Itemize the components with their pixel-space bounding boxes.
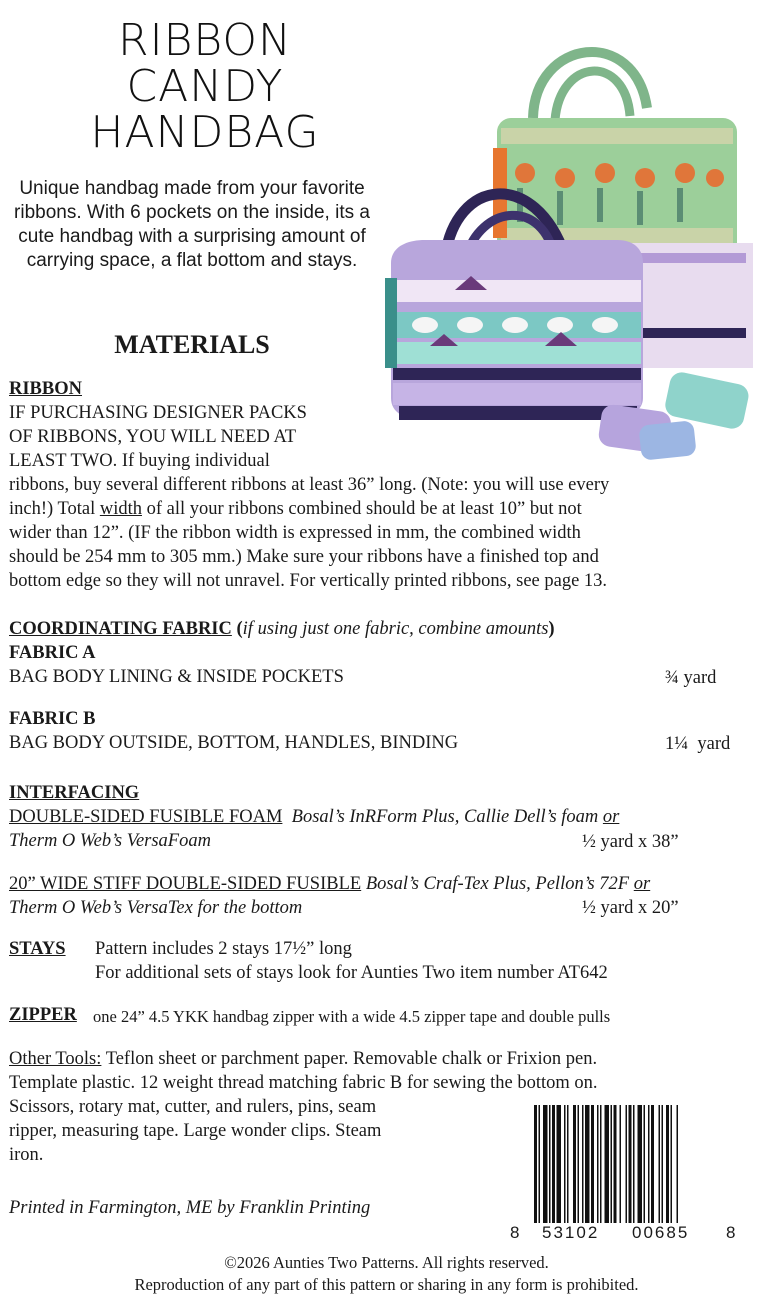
barcode-bar [629,1105,632,1223]
barcode-bar [543,1105,548,1223]
barcode-bar [578,1105,580,1223]
ribbon-line-8: bottom edge so they will not unravel. For vertically printed ribbons, see page 13. [9,571,608,591]
barcode-bar [662,1105,664,1223]
barcode-bar [582,1105,584,1223]
stiff-or: or [633,874,651,894]
barcode-bar [597,1105,599,1223]
stiff-amount: ½ yard x 20” [582,898,679,918]
coordinating-heading: COORDINATING FABRIC [9,619,232,639]
barcode-bar [626,1105,628,1223]
ribbon-heading: RIBBON [9,379,82,399]
other-tools-line-2: Template plastic. 12 weight thread matching fabric B for sewing the bottom on. [9,1073,598,1093]
barcode-bar [552,1105,555,1223]
ribbon-line-6: wider than 12”. (IF the ribbon width is expressed in mm, the combined width [9,523,581,543]
other-tools-line-5: iron. [9,1145,44,1165]
barcode-bar [633,1105,635,1223]
fabric-a-item: BAG BODY LINING & INSIDE POCKETS [9,667,344,687]
fabric-b-item: BAG BODY OUTSIDE, BOTTOM, HANDLES, BINDING [9,733,459,753]
barcode-bar [605,1105,610,1223]
stays-line-2: For additional sets of stays look for Aunties Two item number AT642 [95,963,608,983]
ribbon-line-5 [9,497,749,521]
ribbon-line-3: LEAST TWO. If buying individual [9,451,270,471]
printed-credit: Printed in Farmington, ME by Franklin Printing [9,1198,371,1218]
barcode [510,1105,750,1250]
barcode-bar [567,1105,569,1223]
other-tools-line-1: Teflon sheet or parchment paper. Removable chalk or Frixion pen. [101,1049,598,1069]
zipper-text: one 24” 4.5 YKK handbag zipper with a wide 4.5 zipper tape and double pulls [93,1007,611,1026]
barcode-bar [557,1105,562,1223]
stiff-name: 20” WIDE STIFF DOUBLE-SIDED FUSIBLE [9,874,362,894]
foam-name: DOUBLE-SIDED FUSIBLE FOAM [9,807,283,827]
barcode-bar [620,1105,622,1223]
stiff-brands-1: Bosal’s Craf-Tex Plus, Pellon’s 72F [365,874,634,894]
back-handbag-image [493,52,737,258]
barcode-bar [591,1105,594,1223]
reproduction-notice: Reproduction of any part of this pattern or sharing in any form is prohibited. [134,1275,639,1294]
foam-or: or [602,807,620,827]
fabric-b-amount: 1¼ yard [665,734,731,754]
barcode-bar [651,1105,654,1223]
pattern-title [40,15,370,158]
zipper-heading: ZIPPER [9,1005,77,1025]
fabric-a-amount: ¾ yard [665,668,717,688]
barcode-bar [666,1105,669,1223]
title-line-1: RIBBON [118,15,292,66]
stays-line-1: Pattern includes 2 stays 17½” long [95,939,352,959]
copyright-line: ©2026 Aunties Two Patterns. All rights reserved. [224,1253,549,1272]
fabric-a-heading: FABRIC A [9,643,96,663]
stiff-brands-2: Therm O Web’s VersaTex for the bottom [9,898,303,918]
coordinating-note: if using just one fabric, combine amounts [242,619,549,639]
barcode-bar [638,1105,643,1223]
foam-amount: ½ yard x 38” [582,832,679,852]
intro-text: Unique handbag made from your favorite ribbons. With 6 pockets on the inside, its a cute handbag with a surprising amount of carrying space, a flat bottom and stays. [14,178,370,271]
title-line-2: CANDY [126,61,284,112]
title-line-3: HANDBAG [90,107,320,158]
barcode-bar [585,1105,590,1223]
barcode-bar [573,1105,576,1223]
barcode-bar [549,1105,551,1223]
barcode-bar [539,1105,541,1223]
barcode-bar [644,1105,646,1223]
barcode-lead-digit: 8 [510,1223,520,1242]
ribbon-line-4: ribbons, buy several different ribbons at least 36” long. (Note: you will use every [9,475,610,495]
stays-heading: STAYS [9,939,66,959]
barcode-bars [534,1105,722,1223]
barcode-check-digit: 8 [726,1223,736,1242]
coordinating-fabric-section [9,617,749,665]
ribbon-line-5-post: of all your ribbons combined should be at least 10” but not [141,499,582,519]
paren-close: ) [548,619,555,639]
barcode-bar [677,1105,679,1223]
barcode-bar [659,1105,661,1223]
ribbon-line-2: OF RIBBONS, YOU WILL NEED AT [9,427,297,447]
barcode-bar [600,1105,602,1223]
barcode-bar [648,1105,650,1223]
paren-open: ( [231,619,243,639]
other-tools-line-3: Scissors, rotary mat, cutter, and rulers, pins, seam [9,1097,377,1117]
barcode-right-digits: 00685 [632,1223,690,1242]
barcode-bar [614,1105,617,1223]
materials-heading: MATERIALS [114,330,270,359]
interfacing-heading: INTERFACING [9,783,140,803]
ribbon-width-emphasis: width [99,499,142,519]
ribbon-line-7: should be 254 mm to 305 mm.) Make sure your ribbons have a finished top and [9,547,599,567]
barcode-left-digits: 53102 [542,1223,600,1242]
barcode-bar [611,1105,613,1223]
barcode-bar [534,1105,537,1223]
ribbon-line-5-pre: inch!) Total [9,499,100,519]
foam-brands-1: Bosal’s InRForm Plus, Callie Dell’s foam [291,807,603,827]
barcode-bar [564,1105,566,1223]
fabric-b-heading: FABRIC B [9,709,96,729]
foam-brands-2: Therm O Web’s VersaFoam [9,831,211,851]
other-tools-line-4: ripper, measuring tape. Large wonder clips. Steam [9,1121,382,1141]
other-tools-heading: Other Tools: [9,1049,102,1069]
ribbon-line-1: IF PURCHASING DESIGNER PACKS [9,403,307,423]
barcode-bar [671,1105,673,1223]
